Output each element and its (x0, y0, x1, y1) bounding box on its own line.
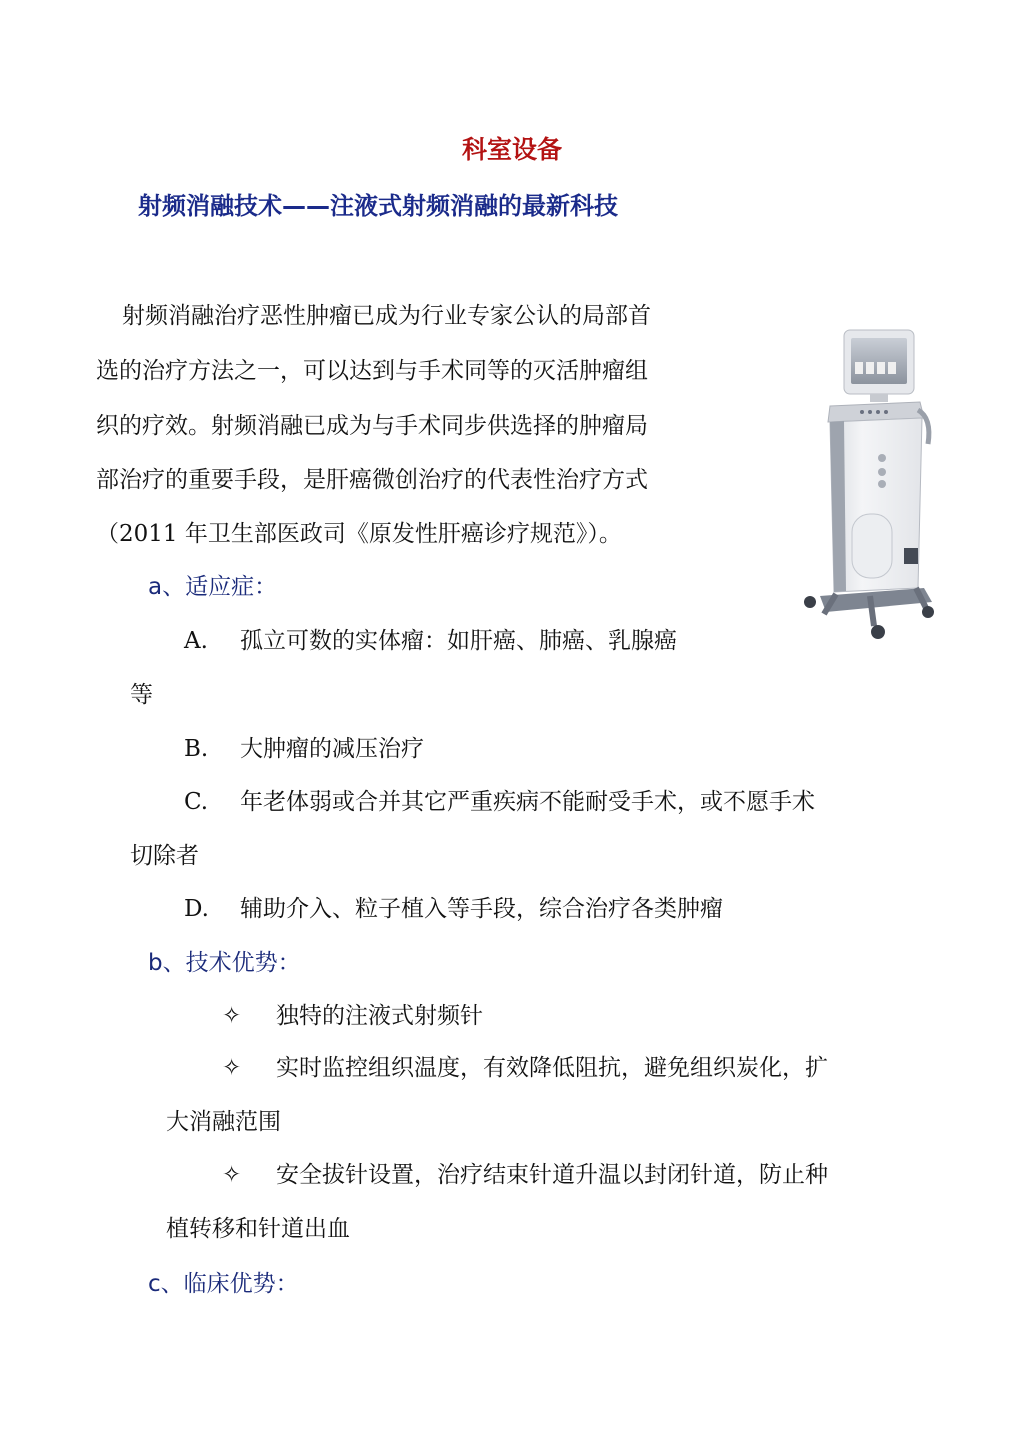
indication-item-d (184, 890, 723, 923)
intro-line-5: （2011 年卫生部医政司《原发性肝癌诊疗规范》）。 (96, 521, 622, 547)
advantage-item-2-cont: 大消融范围 (166, 1109, 281, 1135)
advantage-item-3-cont: 植转移和针道出血 (166, 1216, 350, 1242)
item-text: 孤立可数的实体瘤：如肝癌、肺癌、乳腺癌 (240, 628, 677, 654)
intro-line-2: 选的治疗方法之一，可以达到与手术同等的灭活肿瘤组 (96, 358, 648, 384)
item-text: 年老体弱或合并其它严重疾病不能耐受手术，或不愿手术 (240, 789, 815, 815)
item-marker: A. (184, 628, 208, 654)
advantages-heading: b、技术优势： (148, 950, 301, 976)
indications-heading: a、适应症： (148, 574, 278, 600)
item-text: 实时监控组织温度，有效降低阻抗，避免组织炭化，扩 (276, 1055, 828, 1081)
intro-line-4: 部治疗的重要手段，是肝癌微创治疗的代表性治疗方式 (96, 467, 648, 493)
indication-item-b (184, 730, 424, 763)
item-marker: C. (184, 789, 209, 815)
indication-item-c-cont: 切除者 (130, 843, 199, 869)
sparkle-bullet-icon: ✧ (222, 1055, 242, 1081)
advantage-item-2 (222, 1049, 828, 1082)
indication-item-c (184, 783, 815, 816)
page-subtitle: 射频消融技术——注液式射频消融的最新科技 (138, 192, 618, 220)
sparkle-bullet-icon: ✧ (222, 1003, 242, 1029)
item-text: 辅助介入、粒子植入等手段，综合治疗各类肿瘤 (240, 896, 723, 922)
item-text: 大肿瘤的减压治疗 (240, 736, 424, 762)
indication-item-a (184, 622, 677, 655)
clinical-heading: c、临床优势： (148, 1271, 299, 1297)
advantage-item-1 (222, 997, 483, 1030)
intro-line-1: 射频消融治疗恶性肿瘤已成为行业专家公认的局部首 (122, 303, 651, 329)
intro-line-3: 织的疗效。射频消融已成为与手术同步供选择的肿瘤局 (96, 413, 648, 439)
item-text: 独特的注液式射频针 (276, 1003, 483, 1029)
indication-item-a-cont: 等 (130, 682, 153, 708)
advantage-item-3 (222, 1156, 828, 1189)
item-marker: D. (184, 896, 209, 922)
item-text: 安全拔针设置，治疗结束针道升温以封闭针道，防止种 (276, 1162, 828, 1188)
sparkle-bullet-icon: ✧ (222, 1162, 242, 1188)
rf-ablation-device-image (800, 326, 940, 644)
section-title: 科室设备 (461, 135, 562, 164)
item-marker: B. (184, 736, 209, 762)
